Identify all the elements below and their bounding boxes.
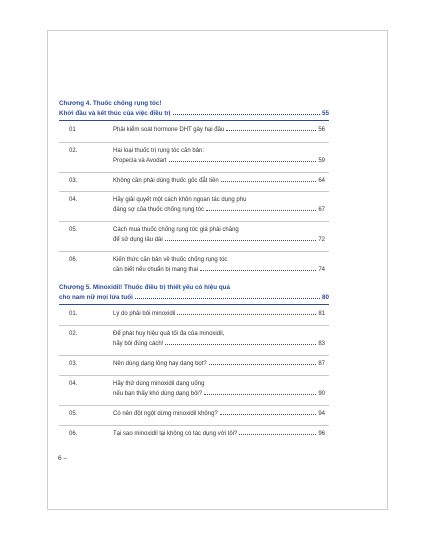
chapter-title-line2: cho nam nữ mọi lứa tuổi [59,294,133,301]
leader-dots [173,114,320,115]
toc-entry[interactable] [69,330,325,349]
entry-title-cont: Propecia và Avodart [113,157,167,164]
chapter-page-number: 55 [321,110,329,117]
leader-dots [135,298,320,299]
entry-page-number: 87 [318,361,325,367]
toc-entry[interactable] [69,310,325,320]
entry-page-number: 72 [318,236,325,243]
toc-entry[interactable] [69,196,325,215]
entry-title-cont: hãy bôi đúng cách! [113,340,164,347]
chapter-page-number: 80 [321,294,329,301]
entry-page-number: 74 [318,266,325,273]
entry-number: 03. [69,178,78,184]
toc-entry[interactable] [69,360,325,370]
chapter-heading[interactable] [59,99,329,121]
divider [59,325,329,326]
entry-title: Hai loại thuốc trị rụng tóc căn bản: [113,148,205,154]
chapter-title-line1: Chương 5. Minoxidil! Thuốc điều trị thiết yếu có hiệu quả [59,284,231,291]
entry-page-number: 94 [318,411,325,417]
entry-number: 03. [69,361,78,367]
leader-dots [209,364,317,365]
entry-page-number: 67 [318,206,325,213]
toc-entry[interactable] [69,410,325,420]
divider [59,375,329,376]
entry-title: Để phát huy hiệu quả tối đa của minoxidil, [113,331,225,337]
chapter-heading[interactable] [59,283,329,305]
divider [59,172,329,173]
entry-page-number: 83 [318,340,325,347]
leader-dots [220,414,317,415]
entry-title-cont: đáng sợ của thuốc chống rụng tóc [113,206,204,213]
entry-number: 02. [69,148,78,154]
leader-dots [177,314,316,315]
toc-entry[interactable] [69,430,325,440]
entry-page-number: 90 [318,390,325,397]
leader-dots [239,434,316,435]
toc-entry[interactable] [69,126,325,136]
divider [59,355,329,356]
divider [59,191,329,192]
entry-number: 04. [69,197,78,203]
leader-dots [206,210,316,211]
chapter-underline [59,304,329,305]
entry-title: Kiến thức căn bản về thuốc chống rụng tóc [113,257,228,263]
entry-title: Hãy giải quyết một cách khôn ngoan tác dụng phụ [113,197,247,203]
divider [59,251,329,252]
entry-title: Không cần phải dùng thuốc gốc đắt tiền [113,178,219,184]
entry-title: Cách mua thuốc chống rụng tóc giá phải chăng [113,227,239,233]
entry-number: 06. [69,431,78,437]
entry-page-number: 81 [318,311,325,317]
entry-number: 01 [69,127,76,133]
leader-dots [221,181,317,182]
leader-dots [204,394,316,395]
toc-entry[interactable] [69,177,325,187]
entry-title-cont: để sử dụng lâu dài [113,236,163,243]
entry-number: 02. [69,331,78,337]
chapter-underline [59,120,329,121]
entry-number: 04. [69,381,78,387]
entry-title-cont: nếu bạn thấy khó dùng dạng bôi? [113,390,203,397]
divider [59,221,329,222]
entry-page-number: 64 [318,178,325,184]
entry-number: 05. [69,227,78,233]
entry-page-number: 56 [318,127,325,133]
leader-dots [226,130,316,131]
entry-title: Lý do phải bôi minoxidil [113,311,176,317]
chapter-title-line2: Khởi đầu và kết thúc của việc điều trị [59,110,171,117]
toc-entry[interactable] [69,226,325,245]
entry-title: Phải kiểm soát hormone DHT gây hại đầu [113,127,225,133]
leader-dots [165,344,316,345]
toc-entry[interactable] [69,380,325,399]
leader-dots [169,161,317,162]
entry-page-number: 59 [318,157,325,164]
entry-number: 06. [69,257,78,263]
chapter-title-line1: Chương 4. Thuốc chống rụng tóc! [59,100,162,107]
leader-dots [200,270,316,271]
toc-entry[interactable] [69,147,325,166]
leader-dots [165,240,317,241]
entry-page-number: 96 [318,431,325,437]
entry-title: Có nên đột ngột dừng minoxidil không? [113,411,218,417]
entry-title: Tại sao minoxidil lại không có tác dụng với tôi? [113,431,238,437]
toc-entry[interactable] [69,256,325,275]
entry-number: 01. [69,311,78,317]
entry-title-cont: cần biết nếu chuẩn bị mang thai [113,266,199,273]
page-number-footer: 6 – [58,455,68,462]
entry-title: Nên dùng dạng lỏng hay dạng bọt? [113,361,207,367]
divider [59,142,329,143]
divider [59,405,329,406]
entry-number: 05. [69,411,78,417]
divider [59,425,329,426]
entry-title: Hãy thử dùng minoxidil dạng uống [113,381,205,387]
